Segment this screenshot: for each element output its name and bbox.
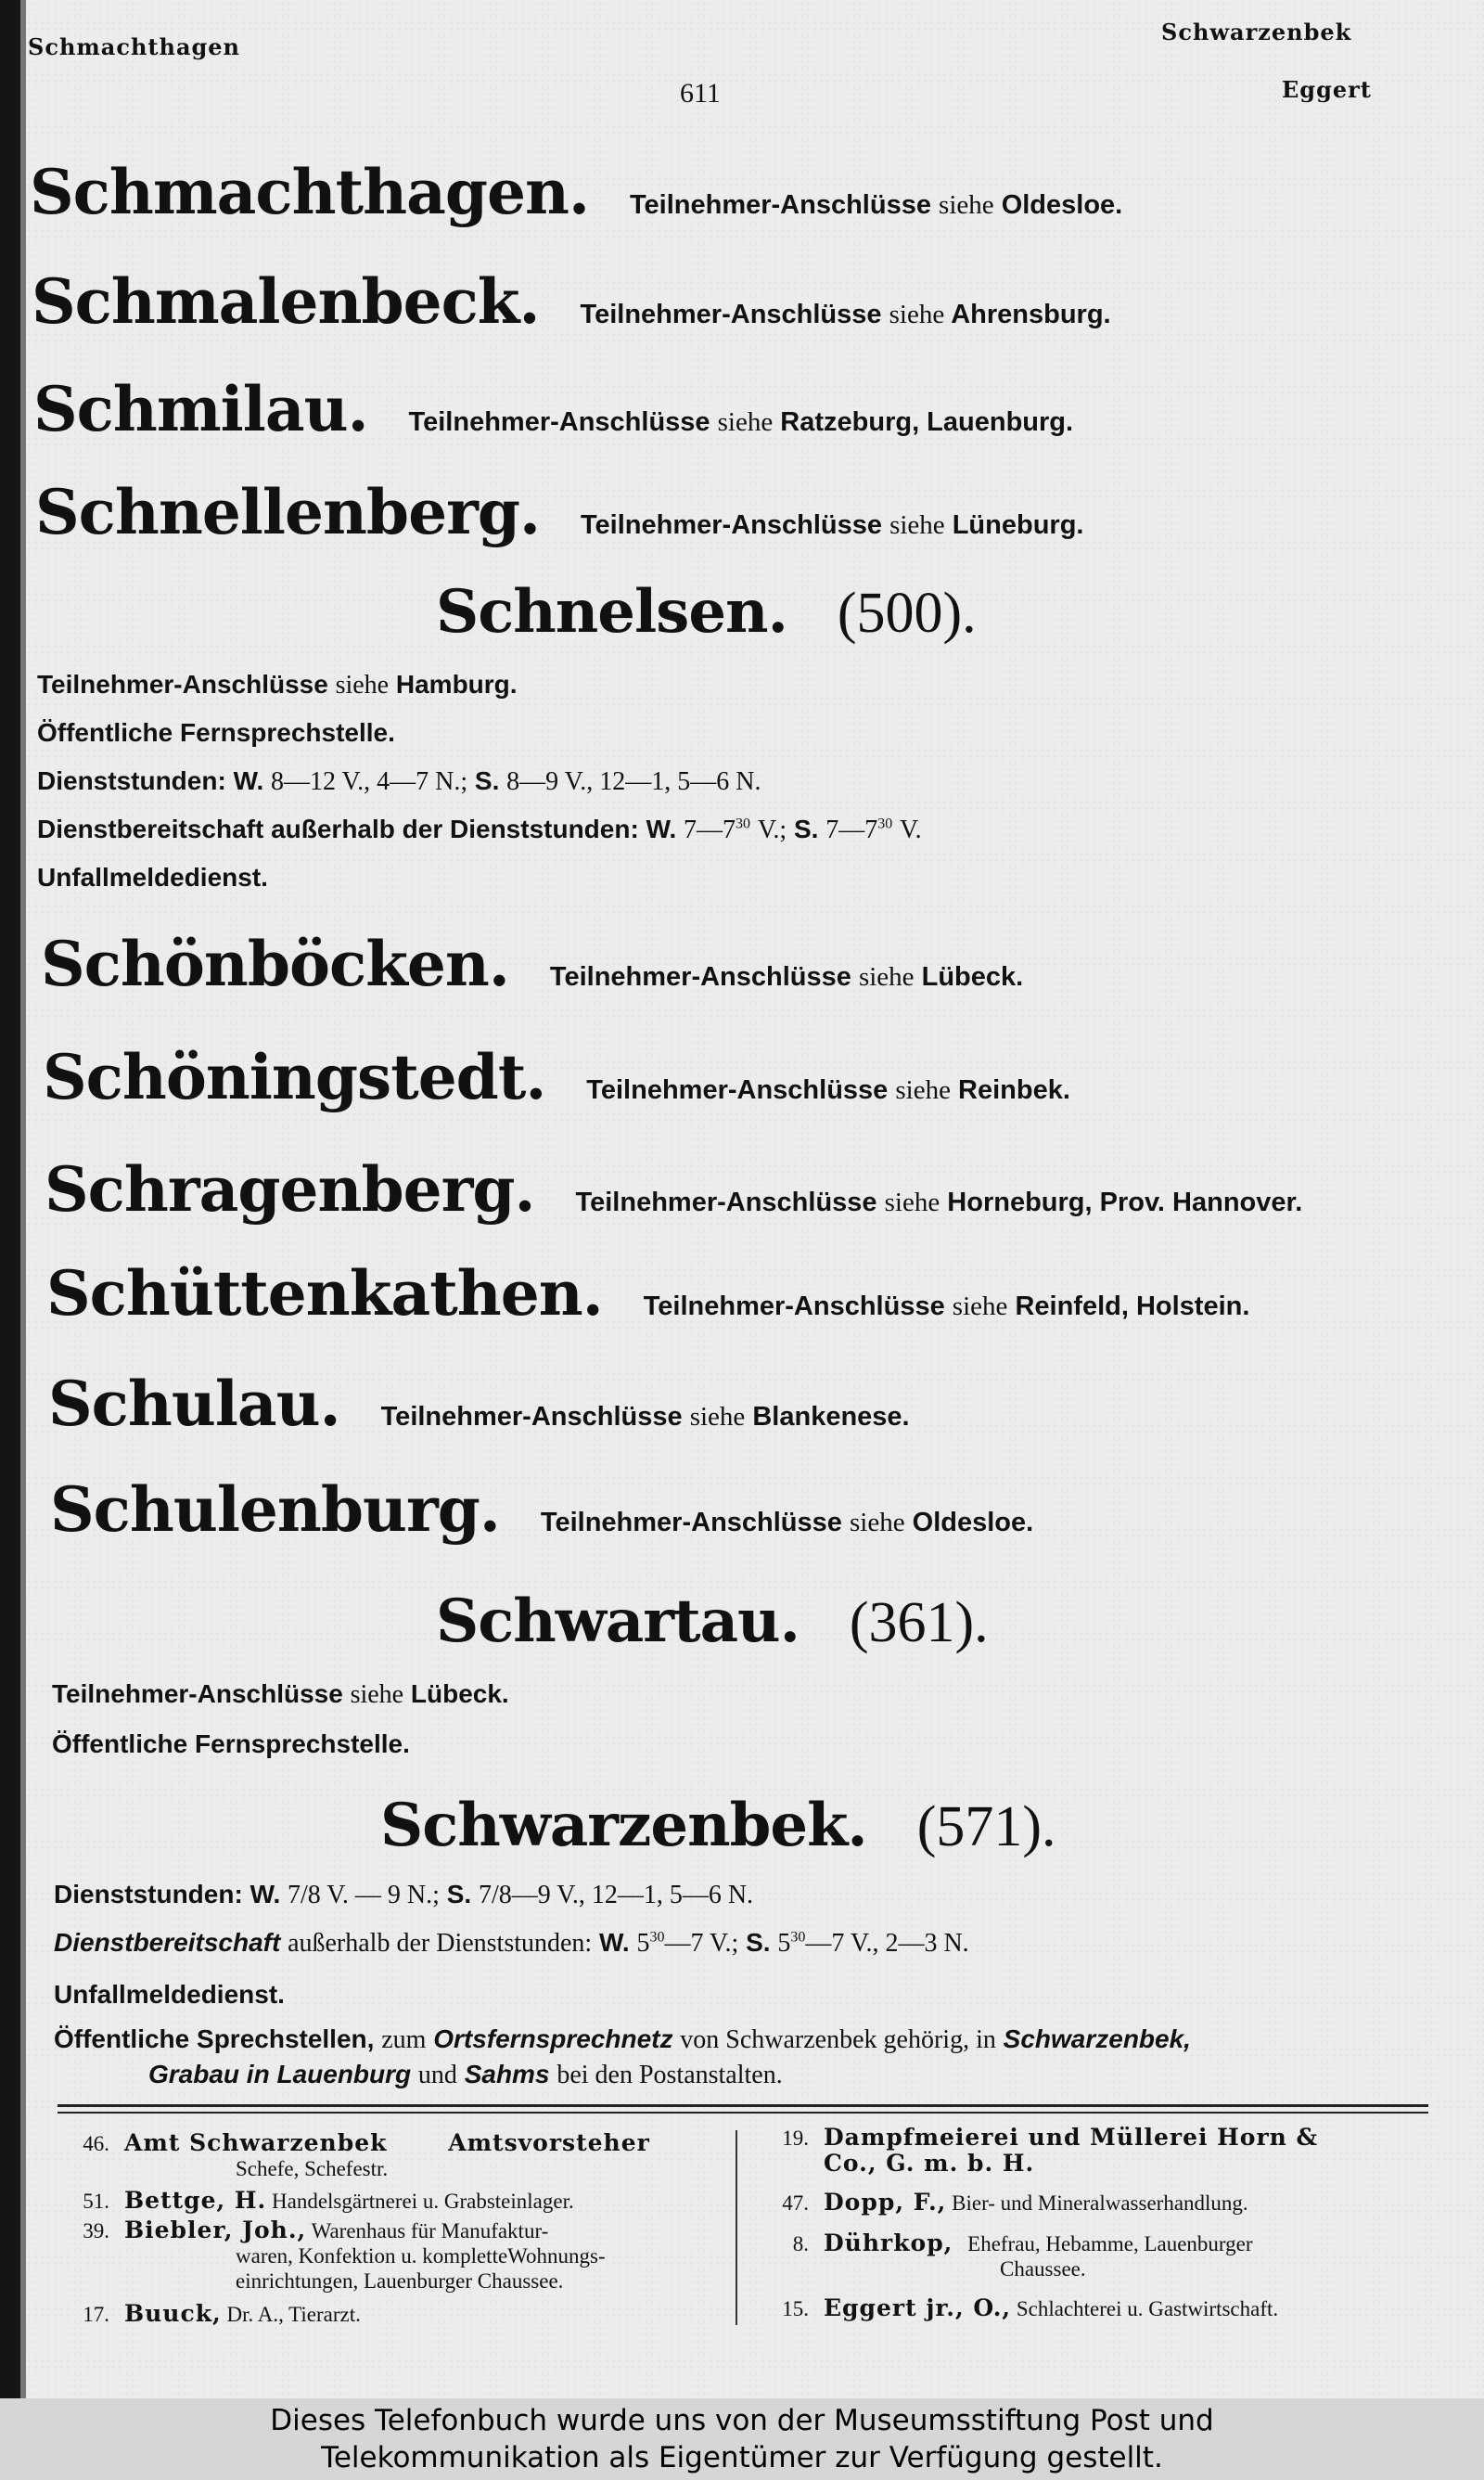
place-note: Teilnehmer-Anschlüsse siehe Blankenese.	[380, 1402, 910, 1432]
place-name: Schüttenkathen.	[46, 1257, 603, 1330]
place-entry	[46, 1257, 1249, 1330]
schnelsen-line-5: Unfallmeldedienst.	[37, 863, 268, 892]
place-name: Schragenberg.	[45, 1153, 535, 1226]
place-note: Teilnehmer-Anschlüsse siehe Ahrensburg.	[580, 300, 1111, 329]
list-item: 51. Bettge, H. Handelsgärtnerei u. Grabsteinlager.	[83, 2187, 574, 2214]
schwarzenbek-line-5: Grabau in Lauenburg und Sahms bei den Postanstalten.	[148, 2060, 783, 2089]
place-note: Teilnehmer-Anschlüsse siehe Ratzeburg, Lauenburg.	[408, 407, 1074, 437]
place-note: Teilnehmer-Anschlüsse siehe Lüneburg.	[580, 510, 1084, 540]
place-name: Schulenburg.	[50, 1473, 500, 1546]
column-divider	[736, 2130, 737, 2325]
list-item: 17. Buuck, Dr. A., Tierarzt.	[83, 2300, 361, 2327]
place-note: Teilnehmer-Anschlüsse siehe Oldesloe.	[629, 190, 1123, 220]
page-number: 611	[680, 78, 721, 109]
place-entry	[33, 373, 1073, 445]
place-name: Schnellenberg.	[35, 476, 540, 548]
list-item: 19. Dampfmeierei und Müllerei Horn & Co., G. m. b. H.	[782, 2124, 1319, 2177]
place-note: Teilnehmer-Anschlüsse siehe Reinfeld, Holstein.	[643, 1291, 1250, 1321]
city-title: Schwartau.	[436, 1587, 800, 1656]
attribution-line-2: Telekommunikation als Eigentümer zur Verfügung gestellt.	[321, 2441, 1163, 2474]
divider-rule-top	[58, 2104, 1428, 2107]
schnelsen-line-1: Teilnehmer-Anschlüsse siehe Hamburg.	[37, 670, 518, 700]
place-entry	[50, 1473, 1033, 1546]
schwartau-line-2: Öffentliche Fernsprechstelle.	[52, 1729, 410, 1758]
place-entry	[48, 1368, 910, 1440]
place-note: Teilnehmer-Anschlüsse siehe Horneburg, Prov. Hannover.	[575, 1188, 1303, 1217]
list-item: 39. Biebler, Joh., Warenhaus für Manufaktur- waren, Konfektion u. kompletteWohnungs- einrichtungen, Lauenburger Chaussee.	[83, 2217, 606, 2293]
schwarzenbek-line-4: Öffentliche Sprechstellen, zum Ortsfernsprechnetz von Schwarzenbek gehörig, in Schwarzenbek,	[54, 2024, 1191, 2054]
place-name: Schönböcken.	[41, 928, 509, 1000]
list-item: 47. Dopp, F., Bier- und Mineralwasserhandlung.	[782, 2189, 1248, 2216]
schwarzenbek-line-1: Dienststunden: W. 7/8 V. — 9 N.; S. 7/8—9 V., 12—1, 5—6 N.	[54, 1880, 754, 1909]
schnelsen-line-3: Dienststunden: W. 8—12 V., 4—7 N.; S. 8—9 V., 12—1, 5—6 N.	[37, 766, 761, 796]
city-title: Schwarzenbek.	[380, 1791, 867, 1860]
list-item: 8. Dührkop, Ehefrau, Hebamme, Lauenburger Chaussee.	[792, 2229, 1253, 2281]
schnelsen-line-2: Öffentliche Fernsprechstelle.	[37, 718, 395, 747]
place-name: Schulau.	[48, 1368, 340, 1440]
city-heading-schwartau	[436, 1587, 989, 1656]
city-number: (500).	[837, 582, 977, 645]
header-right-bottom: Eggert	[1282, 76, 1372, 103]
city-title: Schnelsen.	[436, 577, 787, 647]
schwartau-line-1: Teilnehmer-Anschlüsse siehe Lübeck.	[52, 1679, 509, 1709]
city-heading-schwarzenbek	[380, 1791, 1055, 1860]
book-spine-shadow	[0, 0, 20, 2398]
city-number: (361).	[849, 1591, 989, 1654]
list-item: 46. Amt Schwarzenbek Amtsvorsteher Schefe, Schefestr.	[83, 2129, 650, 2180]
place-note: Teilnehmer-Anschlüsse siehe Oldesloe.	[540, 1508, 1034, 1537]
place-entry	[43, 1041, 1070, 1113]
divider-rule-bottom	[58, 2112, 1428, 2114]
schwarzenbek-line-3: Unfallmeldedienst.	[54, 1980, 285, 2009]
schnelsen-line-4: Dienstbereitschaft außerhalb der Dienststunden: W. $7—7^{30}$ V.; S. $7—7^{30}$ V.	[37, 815, 922, 844]
place-entry	[32, 265, 1111, 338]
place-entry	[45, 1153, 1302, 1226]
place-name: Schmachthagen.	[30, 156, 589, 228]
place-name: Schöningstedt.	[43, 1041, 546, 1113]
schwarzenbek-line-2: Dienstbereitschaft außerhalb der Dienststunden: W. $5^{30}—7$ V.; S. $5^{30}—7$ V., 2—3 N.	[54, 1928, 969, 1958]
place-note: Teilnehmer-Anschlüsse siehe Reinbek.	[586, 1075, 1070, 1105]
city-heading-schnelsen	[436, 577, 977, 647]
place-name: Schmalenbeck.	[32, 265, 540, 338]
header-right-top: Schwarzenbek	[1161, 19, 1352, 45]
list-item: 15. Eggert jr., O., Schlachterei u. Gastwirtschaft.	[782, 2294, 1279, 2321]
book-spine-edge	[20, 0, 26, 2398]
attribution-footer	[0, 2398, 1484, 2480]
place-note: Teilnehmer-Anschlüsse siehe Lübeck.	[549, 962, 1024, 992]
city-number: (571).	[916, 1795, 1056, 1858]
place-entry	[41, 928, 1023, 1000]
place-name: Schmilau.	[33, 373, 368, 445]
place-entry	[30, 156, 1122, 228]
header-left: Schmachthagen	[28, 33, 240, 60]
attribution-line-1: Dieses Telefonbuch wurde uns von der Museumsstiftung Post und	[270, 2404, 1214, 2437]
place-entry	[35, 476, 1083, 548]
